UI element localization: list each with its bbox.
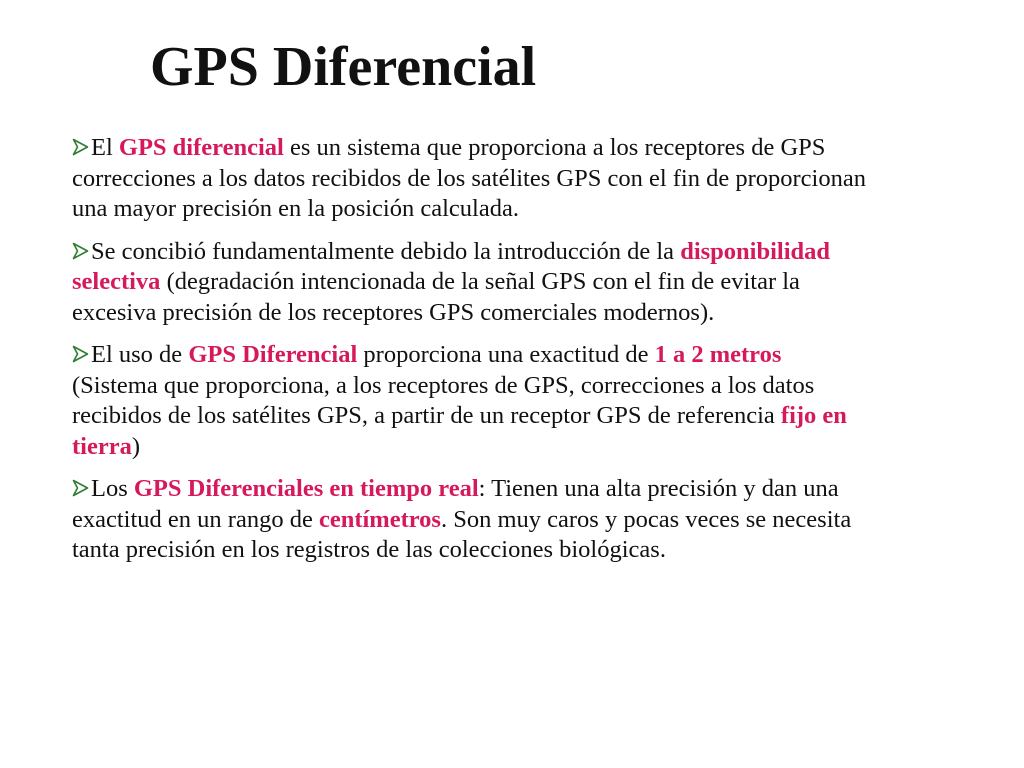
bullet-text: (Sistema que proporciona, a los receptores de GPS, correcciones a los datos recibidos de los satélites GPS, a partir de un receptor GPS de referencia (72, 371, 815, 429)
highlight-term: disponibilidad selectiva (72, 237, 831, 295)
bullet-item (72, 474, 872, 566)
bullet-text: ) (131, 432, 141, 460)
bullet-text: El (91, 134, 119, 161)
bullet-text: . Son muy caros y pocas veces se necesita tanta precisión en los registros de las colecciones biológicas. (72, 505, 852, 563)
bullet-text: : Tienen una alta precisión y dan una exactitud en un rango de (72, 475, 839, 533)
arrow-bullet-icon (72, 479, 89, 497)
bullet-item (72, 237, 872, 329)
bullet-text: (degradación intencionada de la señal GPS con el fin de evitar la excesiva precisión de los receptores GPS comerciales modernos). (72, 268, 800, 326)
slide-title: GPS Diferencial (150, 36, 537, 98)
highlight-term: 1 a 2 metros (654, 341, 782, 368)
bullet-text: Los (91, 475, 134, 502)
bullet-item (72, 133, 872, 225)
highlight-term: centímetros (318, 505, 441, 533)
arrow-bullet-icon (72, 138, 89, 156)
bullet-text: proporciona una exactitud de (357, 341, 655, 368)
highlight-term: GPS Diferenciales en tiempo real (133, 475, 479, 502)
arrow-bullet-icon (72, 345, 89, 363)
bullet-text: es un sistema que proporciona a los receptores de GPS correcciones a los datos recibidos de los satélites GPS con el fin de proporcionan una mayor precisión en la posición calculada. (72, 134, 866, 222)
arrow-bullet-icon (72, 242, 89, 260)
bullet-text: Se concibió fundamentalmente debido la introducción de la (91, 237, 681, 265)
highlight-term: GPS diferencial (118, 134, 284, 161)
highlight-term: fijo en tierra (72, 402, 847, 460)
highlight-term: GPS Diferencial (188, 341, 358, 368)
bullet-text: El uso de (91, 341, 189, 368)
bullet-list (72, 133, 872, 578)
bullet-item (72, 340, 872, 462)
